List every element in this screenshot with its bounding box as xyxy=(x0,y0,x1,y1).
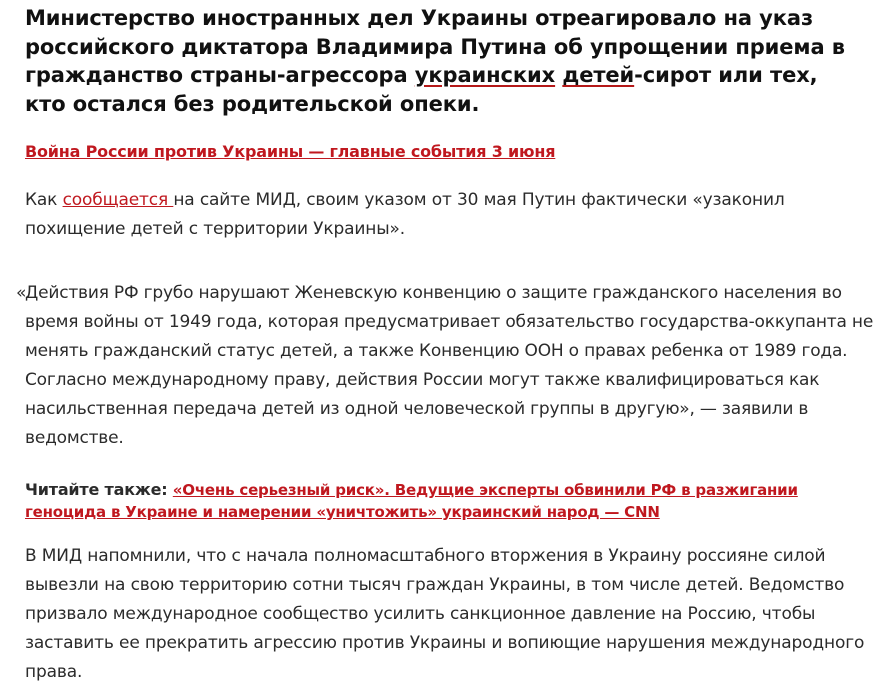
paragraph-source xyxy=(25,186,845,244)
ministry-quote xyxy=(16,279,885,453)
lead-underlined-word-2: детей xyxy=(562,63,635,87)
paragraph-source-prefix: Как xyxy=(25,190,63,210)
read-also-label: Читайте также: xyxy=(25,480,173,499)
article-lead xyxy=(25,4,860,118)
lead-underlined-word-1: украинских xyxy=(414,63,556,87)
lead-text-after: -сирот или тех, кто остался без родительской опеки. xyxy=(25,63,818,116)
paragraph-conclusion: В МИД напомнили, что с начала полномасштабного вторжения в Украину россияне силой вывезли на свою территорию сотни тысяч граждан Украины, в том числе детей. Ведомство призвало международное сообщество усилить санкционное давление на Россию, чтобы заставить ее прекратить агрессию против Украины и вопиющие нарушения международного права. xyxy=(25,546,865,682)
source-link[interactable]: сообщается xyxy=(62,190,174,210)
read-also-block xyxy=(25,479,865,523)
related-news-link[interactable]: Война России против Украины — главные события 3 июня xyxy=(25,142,556,161)
read-also-link[interactable]: «Очень серьезный риск». Ведущие эксперты обвинили РФ в разжигании геноцида в Украине и намерении «уничтожить» украинский народ — CNN xyxy=(25,481,798,521)
lead-text-before: Министерство иностранных дел Украины отреагировало на указ российского диктатора Владимира Путина об упрощении приема в гражданство страны-агрессора xyxy=(25,6,845,87)
paragraph-source-suffix: на сайте МИД, своим указом от 30 мая Путин фактически «узаконил похищение детей с территории Украины». xyxy=(25,190,785,239)
quote-open-mark: « xyxy=(16,283,27,303)
quote-text: Действия РФ грубо нарушают Женевскую конвенцию о защите гражданского населения во время войны от 1949 года, которая предусматривает обязательство государства-оккупанта не менять гражданский статус детей, а также Конвенцию ООН о правах ребенка от 1989 года. Согласно международному праву, действия России могут также квалифицироваться как насильственная передача детей из одной человеческой группы в другую», — заявили в ведомстве. xyxy=(25,283,874,448)
